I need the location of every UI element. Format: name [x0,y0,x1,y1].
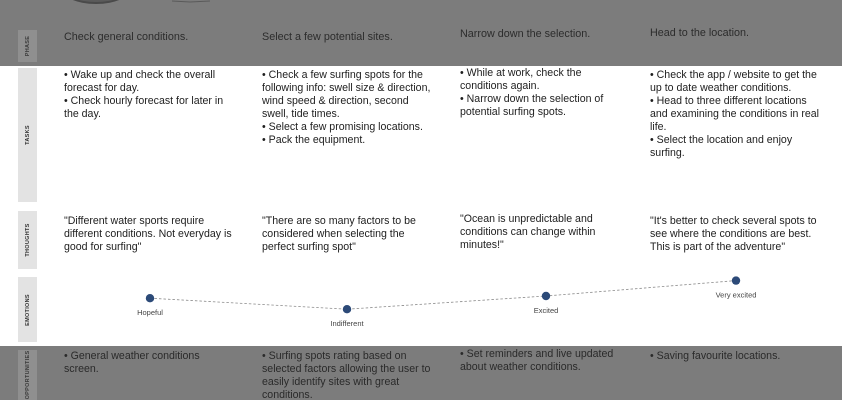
emotion-curve [0,270,842,340]
opportunities-3 [460,348,630,374]
opportunity-item: • Saving favourite locations. [650,350,781,362]
row-label-phase-text: PHASE [24,35,31,57]
emotion-label: Very excited [715,290,757,300]
task-item: • Check the app / website to get the up to date weather conditions. [650,69,817,94]
task-item: • Check hourly forecast for later in the day. [64,95,224,120]
thought-1: "Different water sports require different conditions. Not everyday is good for surfing" [64,215,232,253]
row-label-opportunities-text: OPPORTUNITIES [24,350,31,400]
row-label-thoughts [18,211,37,269]
opportunities-2 [262,350,437,400]
task-item: • Check a few surfing spots for the following info: swell size & direction, wind speed & direction, second swell, tide times. [262,69,431,120]
task-item: • Pack the equipment. [262,134,366,146]
emotion-point [146,294,154,302]
tasks-1 [64,69,236,121]
thought-4: "It's better to check several spots to see where the conditions are best. This is part of the adventure" [650,215,817,253]
row-label-tasks [18,68,37,202]
task-item: • Select the location and enjoy surfing. [650,134,793,159]
task-item: • Select a few promising locations. [262,121,423,133]
row-label-thoughts-text: THOUGHTS [24,223,31,257]
thought-3: "Ocean is unpredictable and conditions can change within minutes!" [460,213,596,251]
opportunities-4 [650,350,825,363]
phase-1: Check general conditions. [64,31,189,43]
opportunity-item: • General weather conditions screen. [64,350,200,375]
task-item: • Narrow down the selection of potential surfing spots. [460,93,604,118]
decorative-mark-icon [170,0,230,4]
phase-2: Select a few potential sites. [262,31,393,43]
task-item: • Head to three different locations and examining the conditions in real life. [650,95,820,133]
emotion-label: Hopeful [137,308,163,318]
emotion-label: Indifferent [330,319,364,329]
emotion-line [150,281,736,310]
row-label-phase [18,30,37,62]
emotion-point [542,292,550,300]
tasks-4 [650,69,822,160]
opportunity-item: • Surfing spots rating based on selected factors allowing the user to easily identify sites with great conditions. [262,350,431,400]
avatar [60,0,132,4]
emotion-point [732,276,740,284]
thought-2: "There are so many factors to be considered when selecting the perfect surfing spot" [262,215,416,253]
row-label-emotions-text: EMOTIONS [24,293,31,326]
tasks-3 [460,67,620,119]
row-label-tasks-text: TASKS [24,125,31,145]
row-label-opportunities [18,350,37,400]
opportunities-1 [64,350,236,376]
opportunity-item: • Set reminders and live updated about weather conditions. [460,348,614,373]
emotion-label: Excited [533,306,559,315]
emotion-point [343,305,351,313]
task-item: • Wake up and check the overall forecast for day. [64,69,216,94]
task-item: • While at work, check the conditions again. [460,67,582,92]
tasks-2 [262,69,437,147]
phase-4: Head to the location. [650,27,750,39]
phase-3: Narrow down the selection. [460,28,591,40]
